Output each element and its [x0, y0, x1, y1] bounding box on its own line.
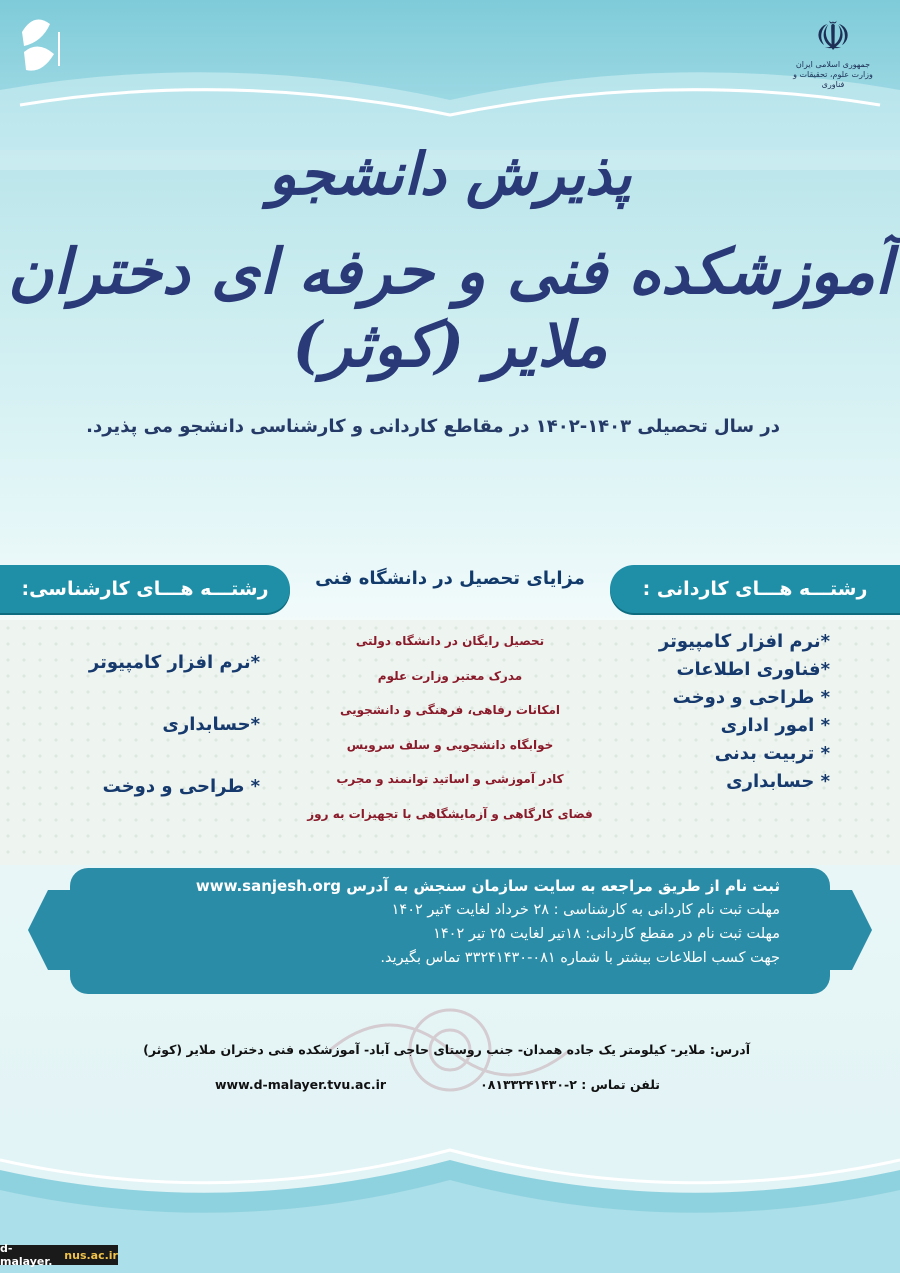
list-item: *حسابداری	[162, 714, 260, 735]
list-item: * تربیت بدنی	[714, 743, 830, 764]
list-item: *نرم افزار کامپیوتر	[658, 631, 830, 652]
benefits-header: مزایای تحصیل در دانشگاه فنی	[315, 568, 585, 589]
website-link[interactable]: www.d-malayer.tvu.ac.ir	[215, 1077, 387, 1092]
iran-emblem-icon: ☫	[815, 14, 851, 60]
list-item: کادر آموزشی و اساتید توانمند و مجرب	[336, 772, 564, 786]
college-logo	[14, 12, 104, 82]
list-item: * طراحی و دوخت	[102, 776, 260, 797]
list-item: مدرک معتبر وزارت علوم	[377, 668, 523, 683]
address: آدرس: ملایر- کیلومتر یک جاده همدان- جنب روستای حاجی آباد- آموزشکده فنی دختران ملایر (کوثر)	[143, 1042, 750, 1057]
list-item: * حسابداری	[726, 771, 830, 792]
list-item: * امور اداری	[720, 715, 830, 736]
site-domain: nus.ac.ir	[64, 1248, 118, 1262]
site-prefix: d-malayer.	[0, 1242, 53, 1268]
ministry-caption-2: وزارت علوم، تحقیقات و فناوری	[793, 70, 873, 89]
list-item: تحصیل رایگان در دانشگاه دولتی	[355, 634, 545, 648]
list-item: *فناوری اطلاعات	[676, 659, 830, 680]
title-admission: پذیرش دانشجو	[268, 140, 632, 208]
college-logo-icon	[14, 12, 104, 82]
associate-fields-list	[600, 628, 830, 796]
site-watermark[interactable]	[0, 1242, 118, 1268]
info-phone-line: جهت کسب اطلاعات بیشتر با شماره ۰۸۱-۳۳۲۴۱۴۳۰ تماس بگیرید.	[380, 950, 780, 966]
registration-site-line: ثبت نام از طریق مراجعه به سایت سازمان سنجش به آدرس www.sanjesh.org	[195, 877, 780, 895]
ministry-caption-1: جمهوری اسلامی ایران	[795, 60, 871, 69]
benefits-list	[300, 634, 600, 841]
intro-text: در سال تحصیلی ۱۴۰۳-۱۴۰۲ در مقاطع کاردانی و کارشناسی دانشجو می پذیرد.	[86, 416, 780, 437]
ministry-logo	[788, 14, 878, 94]
list-item: فضای کارگاهی و آزمایشگاهی با تجهیزات به روز	[307, 806, 593, 821]
list-item: خوابگاه دانشجویی و سلف سرویس	[346, 737, 554, 752]
list-item: امکانات رفاهی، فرهنگی و دانشجویی	[339, 703, 561, 717]
registration-info	[120, 874, 780, 970]
bottom-book-decoration	[0, 1120, 900, 1273]
associate-fields-header: رشتـــه هـــای کاردانی :	[610, 565, 900, 613]
bachelor-fields-header: رشتـــه هـــای کارشناسی:	[0, 565, 290, 613]
list-item: *نرم افزار کامپیوتر	[88, 652, 260, 673]
deadline-bachelor: مهلت ثبت نام کاردانی به کارشناسی : ۲۸ خرداد لغایت ۴تیر ۱۴۰۲	[391, 902, 780, 918]
list-item: * طراحی و دوخت	[672, 687, 830, 708]
bachelor-fields-list	[60, 652, 260, 838]
title-college-name: آموزشکده فنی و حرفه ای دختران ملایر (کوثر)	[7, 235, 893, 381]
deadline-associate: مهلت ثبت نام در مقطع کاردانی: ۱۸تیر لغایت ۲۵ تیر ۱۴۰۲	[433, 926, 780, 942]
phone-number: تلفن تماس : ۲-۰۸۱۳۳۲۴۱۴۳۰	[480, 1077, 660, 1092]
